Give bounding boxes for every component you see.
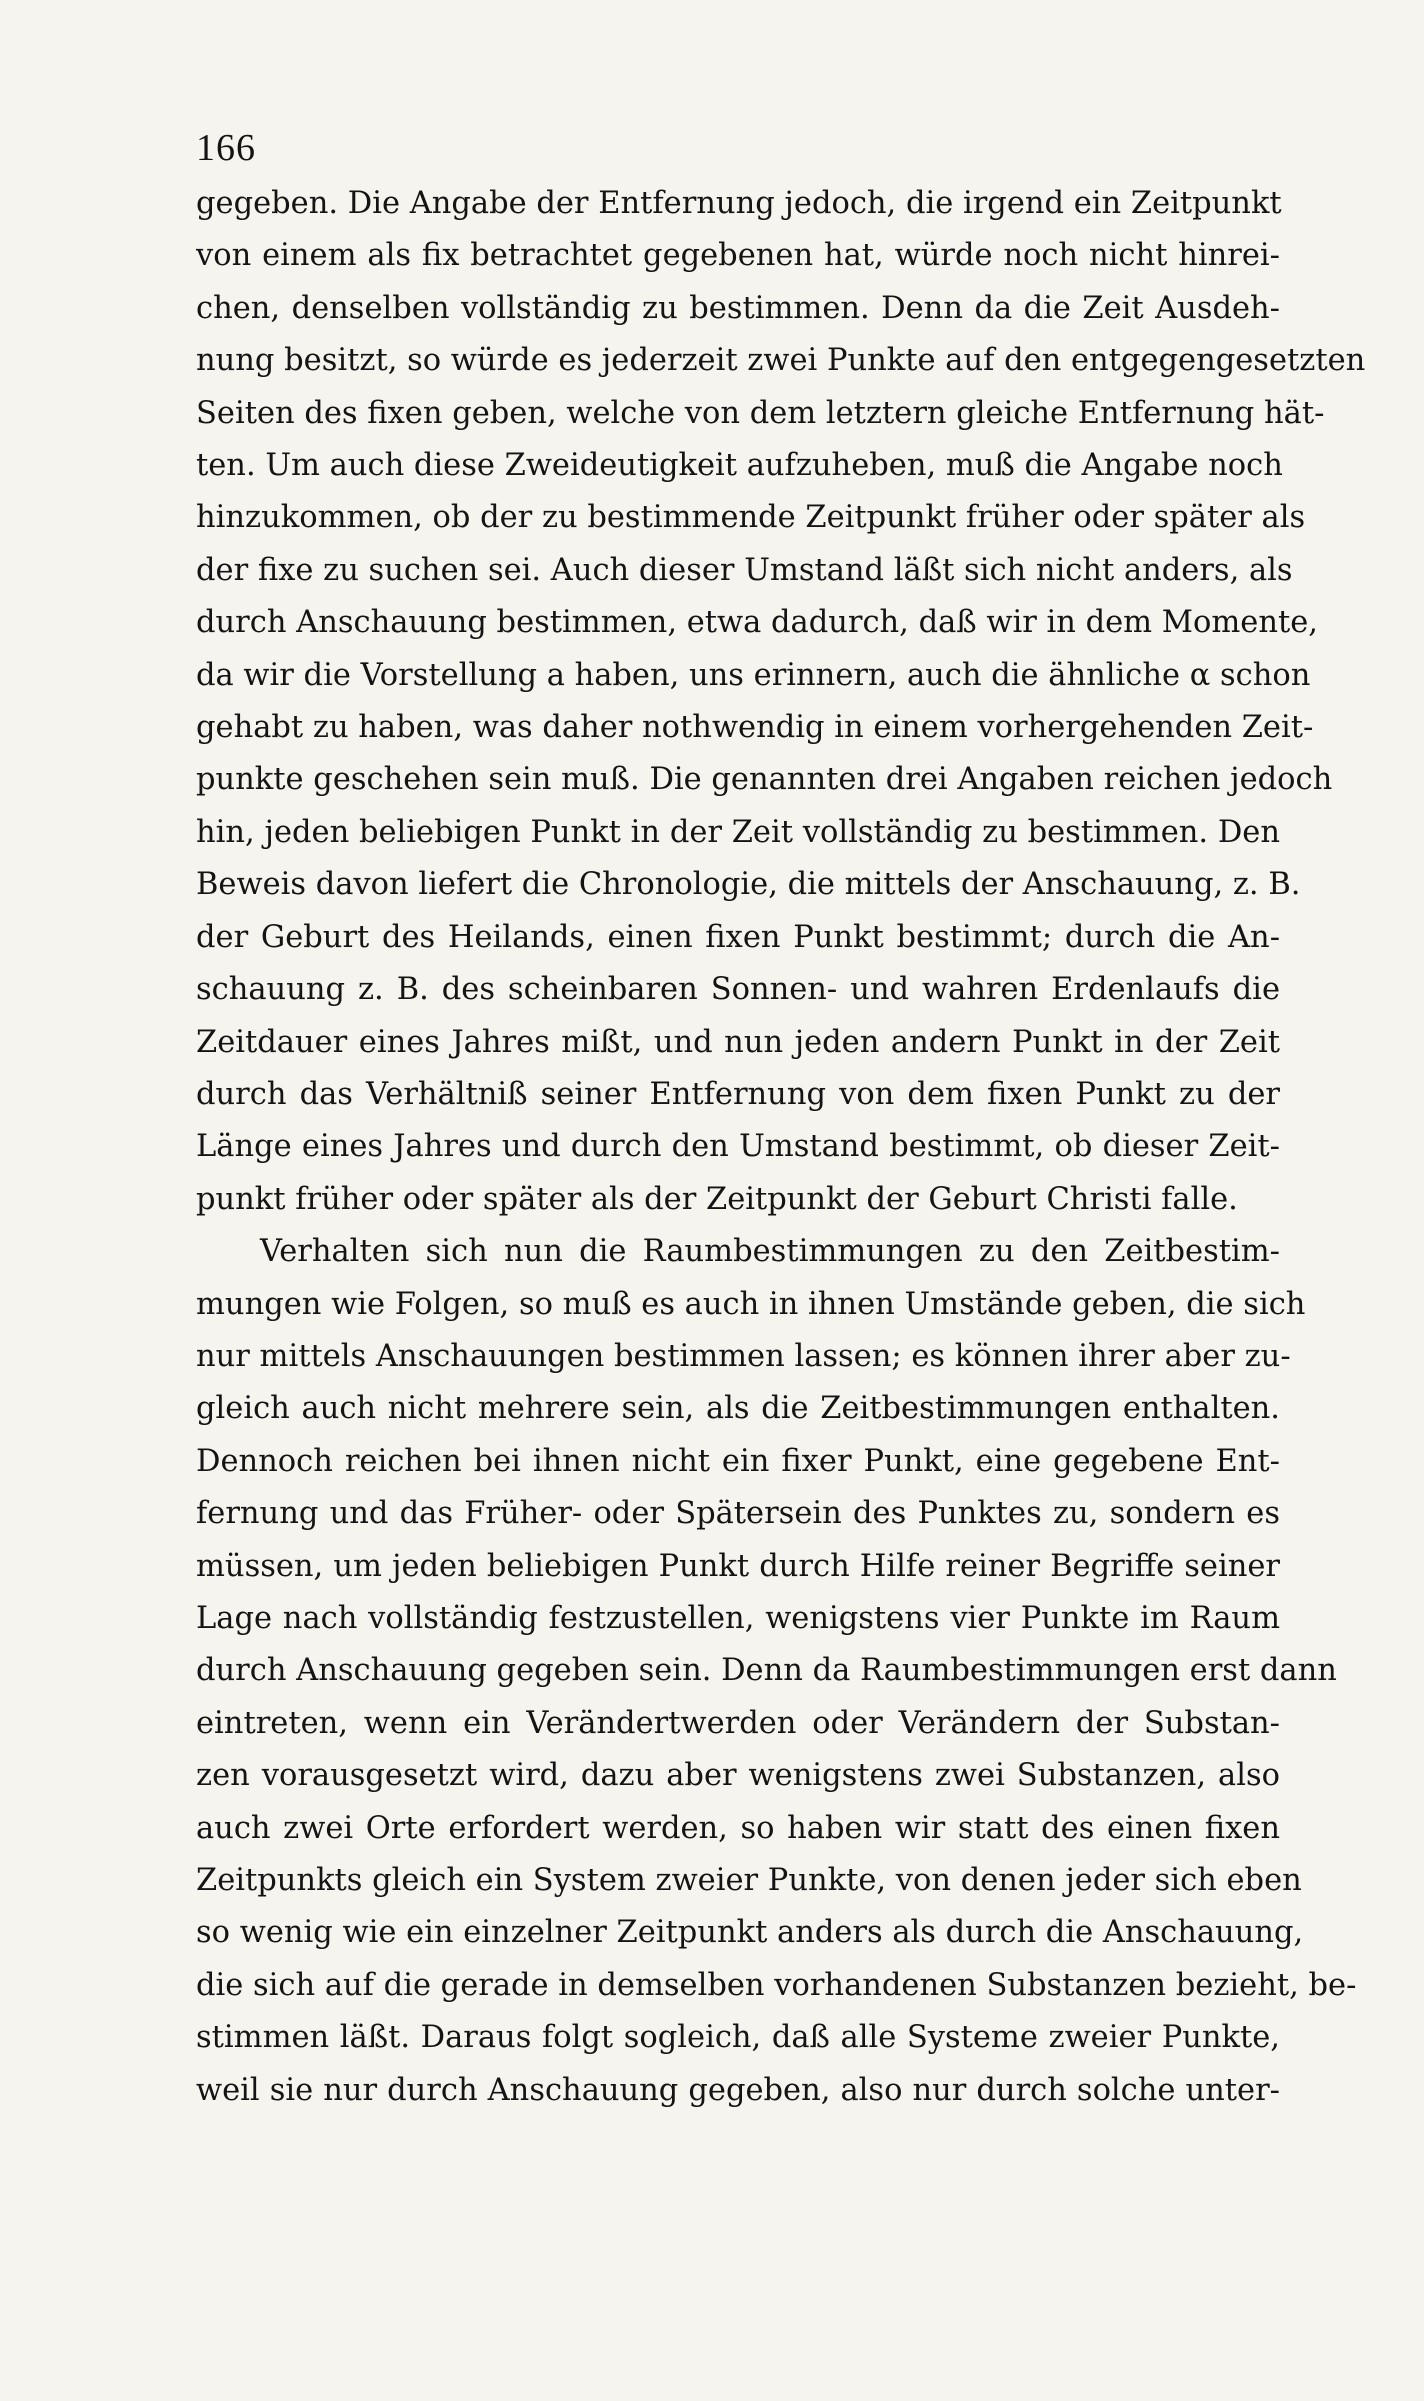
text-line: nur mittels Anschauungen bestimmen lassen; es können ihrer aber zu- bbox=[196, 1338, 1291, 1374]
text-line: gegeben. Die Angabe der Entfernung jedoch, die irgend ein Zeitpunkt bbox=[196, 186, 1282, 221]
text-line: hin, jeden beliebigen Punkt in der Zeit vollständig zu bestimmen. Den bbox=[196, 814, 1280, 850]
text-line: fernung und das Früher- oder Spätersein des Punktes zu, sondern es bbox=[196, 1496, 1280, 1532]
text-line: Verhalten sich nun die Raumbestimmungen zu den Zeitbestim- bbox=[260, 1234, 1280, 1270]
text-line: auch zwei Orte erfordert werden, so haben wir statt des einen fixen bbox=[196, 1810, 1280, 1846]
text-line: so wenig wie ein einzelner Zeitpunkt anders als durch die Anschauung, bbox=[196, 1915, 1304, 1951]
text-line: die sich auf die gerade in demselben vorhandenen Substanzen bezieht, be- bbox=[196, 1967, 1357, 2003]
text-line: gehabt zu haben, was daher nothwendig in einem vorhergehenden Zeit- bbox=[196, 710, 1314, 746]
text-line: punkt früher oder später als der Zeitpunkt der Geburt Christi falle. bbox=[196, 1181, 1238, 1217]
text-line: durch das Verhältniß seiner Entfernung von dem fixen Punkt zu der bbox=[196, 1076, 1280, 1112]
text-line: Beweis davon liefert die Chronologie, die mittels der Anschauung, z. B. bbox=[196, 867, 1301, 903]
paragraph-1 bbox=[196, 178, 1366, 1226]
text-line: der fixe zu suchen sei. Auch dieser Umstand läßt sich nicht anders, als bbox=[196, 552, 1293, 588]
text-line: müssen, um jeden beliebigen Punkt durch Hilfe reiner Begriffe seiner bbox=[196, 1548, 1280, 1584]
text-line: da wir die Vorstellung a haben, uns erinnern, auch die ähnliche α schon bbox=[196, 657, 1311, 693]
text-line: eintreten, wenn ein Verändertwerden oder Verändern der Substan- bbox=[196, 1705, 1280, 1741]
text-line: gleich auch nicht mehrere sein, als die Zeitbestimmungen enthalten. bbox=[196, 1391, 1280, 1427]
text-line: Zeitdauer eines Jahres mißt, und nun jeden andern Punkt in der Zeit bbox=[196, 1024, 1280, 1060]
text-line: Zeitpunkts gleich ein System zweier Punkte, von denen jeder sich eben bbox=[196, 1863, 1302, 1898]
text-line: durch Anschauung bestimmen, etwa dadurch, daß wir in dem Momente, bbox=[196, 605, 1318, 641]
paragraph-2 bbox=[196, 1226, 1357, 2117]
text-line: schauung z. B. des scheinbaren Sonnen- und wahren Erdenlaufs die bbox=[196, 972, 1280, 1008]
text-line: punkte geschehen sein muß. Die genannten drei Angaben reichen jedoch bbox=[196, 762, 1333, 798]
text-line: stimmen läßt. Daraus folgt sogleich, daß alle Systeme zweier Punkte, bbox=[196, 2020, 1280, 2056]
text-line: mungen wie Folgen, so muß es auch in ihnen Umstände geben, die sich bbox=[196, 1286, 1306, 1322]
text-line: der Geburt des Heilands, einen fixen Punkt bestimmt; durch die An- bbox=[196, 919, 1280, 955]
text-line: ten. Um auch diese Zweideutigkeit aufzuheben, muß die Angabe noch bbox=[196, 448, 1283, 484]
text-line: zen vorausgesetzt wird, dazu aber wenigstens zwei Substanzen, also bbox=[196, 1758, 1280, 1794]
body-text bbox=[196, 178, 1366, 2117]
text-line: durch Anschauung gegeben sein. Denn da Raumbestimmungen erst dann bbox=[196, 1653, 1337, 1689]
text-line: Seiten des fixen geben, welche von dem letztern gleiche Entfernung hät- bbox=[196, 395, 1325, 431]
text-line: nung besitzt, so würde es jederzeit zwei Punkte auf den entgegengesetzten bbox=[196, 343, 1366, 379]
text-line: Lage nach vollständig festzustellen, wenigstens vier Punkte im Raum bbox=[196, 1600, 1280, 1636]
text-line: von einem als fix betrachtet gegebenen hat, würde noch nicht hinrei- bbox=[196, 238, 1280, 274]
text-line: chen, denselben vollständig zu bestimmen. Denn da die Zeit Ausdeh- bbox=[196, 290, 1280, 326]
page-number: 166 bbox=[196, 127, 256, 169]
text-line: weil sie nur durch Anschauung gegeben, also nur durch solche unter- bbox=[196, 2072, 1280, 2108]
text-line: hinzukommen, ob der zu bestimmende Zeitpunkt früher oder später als bbox=[196, 500, 1306, 536]
text-line: Länge eines Jahres und durch den Umstand bestimmt, ob dieser Zeit- bbox=[196, 1129, 1280, 1165]
text-line: Dennoch reichen bei ihnen nicht ein fixer Punkt, eine gegebene Ent- bbox=[196, 1443, 1280, 1479]
